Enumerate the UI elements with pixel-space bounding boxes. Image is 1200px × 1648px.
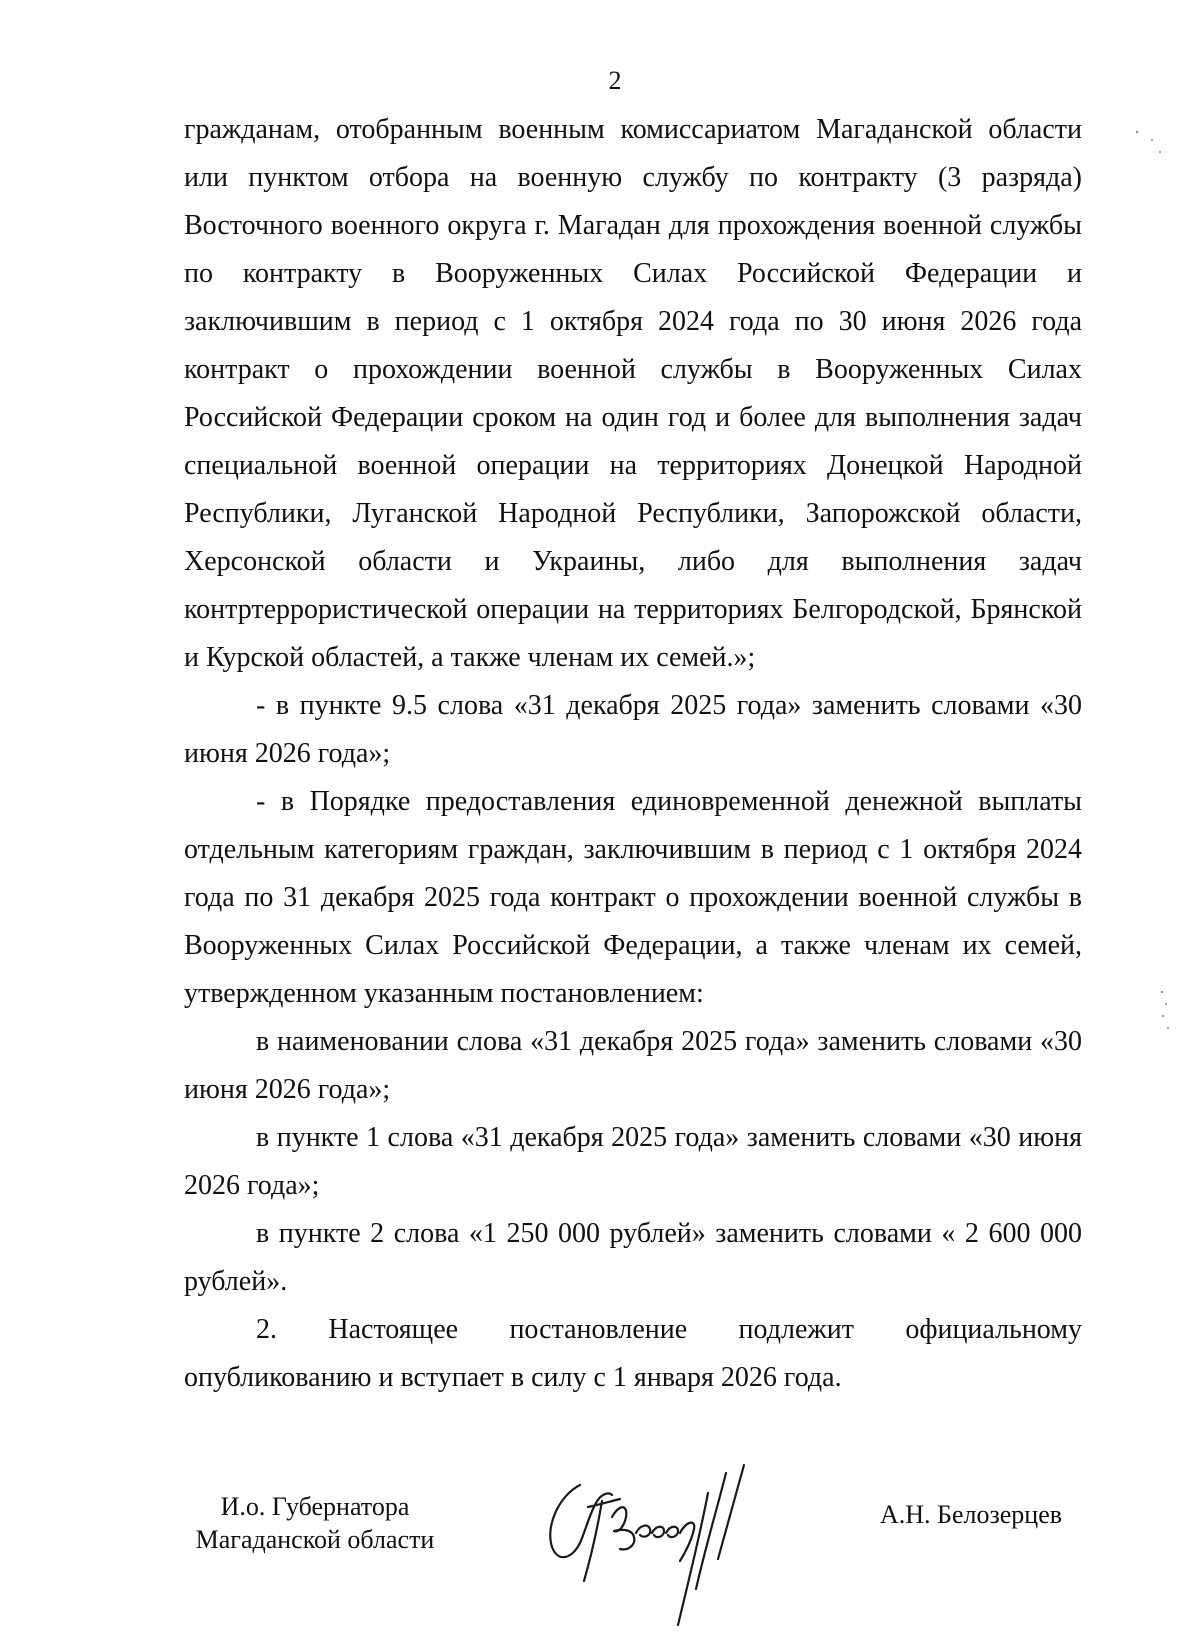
document-body <box>184 106 1082 1402</box>
signatory-title-line: Магаданской области <box>195 1525 435 1554</box>
handwritten-signature <box>540 1455 780 1635</box>
paragraph: гражданам, отобранным военным комиссариатом Магаданской области или пунктом отбора на военную службу по контракту (3 разряда) Восточного военного округа г. Магадан для прохождения военной службы по контракту в Вооруженных Силах Российской Федерации и заключившим в период с 1 октября 2024 года по 30 июня 2026 года контракт о прохождении военной службы в Вооруженных Силах Российской Федерации сроком на один год и более для выполнения задач специальной военной операции на территориях Донецкой Народной Республики, Луганской Народной Республики, Запорожской области, Херсонской области и Украины, либо для выполнения задач контртеррористической операции на территориях Белгородской, Брянской и Курской областей, а также членам их семей.»; <box>184 114 1082 673</box>
paragraph: в пункте 2 слова «1 250 000 рублей» заменить словами « 2 600 000 рублей». <box>184 1218 1082 1297</box>
paragraph: - в Порядке предоставления единовременной денежной выплаты отдельным категориям граждан, заключившим в период с 1 октября 2024 года по 31 декабря 2025 года контракт о прохождении военной службы в Вооруженных Силах Российской Федерации, а также членам их семей, утвержденном указанным постановлением: <box>184 786 1082 1009</box>
signatory-title <box>190 1490 440 1556</box>
paragraph: 2. Настоящее постановление подлежит официальному опубликованию и вступает в силу с 1 января 2026 года. <box>184 1314 1082 1393</box>
page-number: 2 <box>608 66 622 95</box>
paragraph: в пункте 1 слова «31 декабря 2025 года» заменить словами «30 июня 2026 года»; <box>184 1122 1082 1201</box>
paragraph: - в пункте 9.5 слова «31 декабря 2025 года» заменить словами «30 июня 2026 года»; <box>184 690 1082 769</box>
paragraph: в наименовании слова «31 декабря 2025 года» заменить словами «30 июня 2026 года»; <box>184 1026 1082 1105</box>
signatory-name: А.Н. Белозерцев <box>880 1500 1063 1529</box>
signatory-title-line: И.о. Губернатора <box>220 1492 410 1521</box>
